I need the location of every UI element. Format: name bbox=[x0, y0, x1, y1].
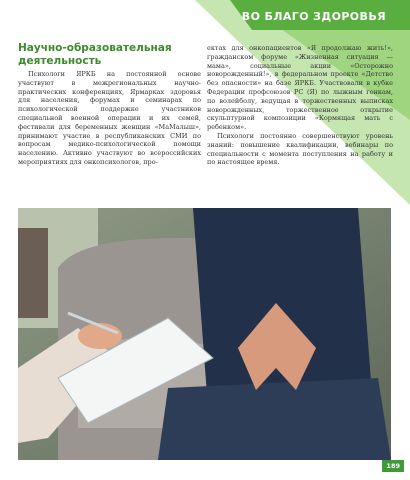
text-column-left bbox=[18, 70, 201, 167]
patient-torso bbox=[193, 208, 373, 408]
photo-illustration bbox=[18, 208, 391, 460]
paragraph: Психологи ЯРКБ на постоянной основе участвуют в межрегиональных научно-практических конференциях, Ярмарках здоровья для населения, форумах и семинарах по психологической поддержке участников специальной военной операции и их семей, фестивали для беременных женщин «МаМалыш», принимают участие в республиканских СМИ по вопросам медико-психологической помощи населению. Активно участвуют во всероссийских мероприятиях для онкопсихологов, про- bbox=[18, 70, 201, 166]
patient-jeans bbox=[158, 378, 391, 460]
therapy-session-photo bbox=[18, 208, 391, 460]
article-heading: Научно-образовательная деятельность bbox=[18, 42, 172, 67]
page-number: 189 bbox=[382, 460, 404, 472]
section-title: ВО БЛАГО ЗДОРОВЬЯ bbox=[241, 10, 386, 23]
text-column-right bbox=[207, 44, 393, 167]
paragraph-continued: ектах для онкопациентов «Я продолжаю жить!», гражданском форуме «Жизненная ситуация — мама», социальные акции «Осторожно новорожденный!», в федеральном проекте «Детство без опасности» на базе ЯРКБ. Участвовали в кубке Федерации профсоюзов РС (Я) по лыжным гонкам, по волейболу, ведущая в торжественных выписках новорожденных, торжественное открытие скульптурной композиции «Кормящая мать с ребенком». bbox=[207, 44, 393, 132]
bookshelf bbox=[18, 228, 48, 318]
paragraph: Психологи постоянно совершенствуют уровень знаний: повышение квалификации, вебинары по специальности с момента поступления на работу и по настоящее время. bbox=[207, 131, 393, 167]
